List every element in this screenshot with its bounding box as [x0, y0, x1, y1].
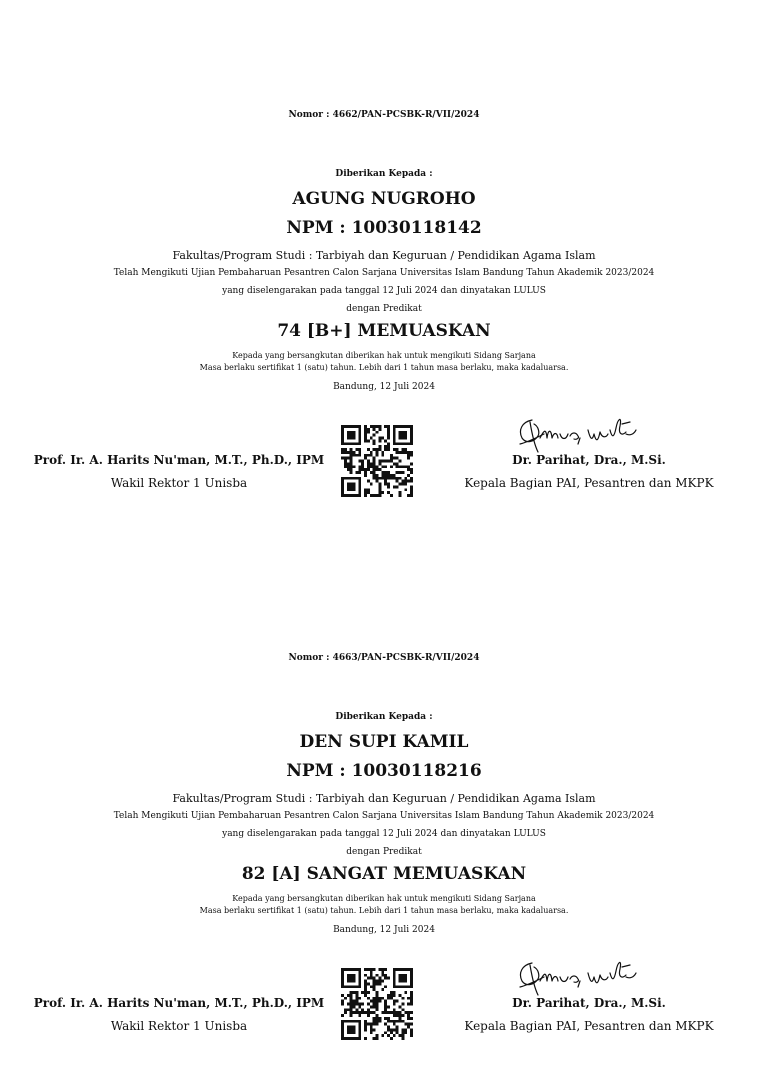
rights-note: Kepada yang bersangkutan diberikan hak untuk mengikuti Sidang Sarjana: [232, 894, 536, 903]
predikat-label: dengan Predikat: [346, 847, 422, 857]
recipient-npm: NPM : 10030118216: [286, 761, 482, 781]
exam-date-statement: yang diselengarakan pada tanggal 12 Juli 2024 dan dinyatakan LULUS: [222, 829, 546, 839]
left-signatory-role: Wakil Rektor 1 Unisba: [110, 1019, 248, 1033]
exam-date-statement: yang diselengarakan pada tanggal 12 Juli 2024 dan dinyatakan LULUS: [222, 286, 546, 296]
qr-code-icon: [341, 425, 413, 497]
validity-note: Masa berlaku sertifikat 1 (satu) tahun. Lebih dari 1 tahun masa berlaku, maka kadaluarsa.: [199, 363, 569, 372]
certificate-number: Nomor : 4663/PAN-PCSBK-R/VII/2024: [288, 653, 480, 663]
validity-note: Masa berlaku sertifikat 1 (satu) tahun. Lebih dari 1 tahun masa berlaku, maka kadaluarsa.: [199, 906, 569, 915]
given-to-label: Diberikan Kepada :: [335, 712, 433, 722]
place-date: Bandung, 12 Juli 2024: [333, 925, 435, 935]
faculty-program: Fakultas/Program Studi : Tarbiyah dan Keguruan / Pendidikan Agama Islam: [172, 249, 596, 262]
place-date: Bandung, 12 Juli 2024: [333, 382, 435, 392]
right-signatory-name: Dr. Parihat, Dra., M.Si.: [512, 996, 666, 1010]
exam-statement: Telah Mengikuti Ujian Pembaharuan Pesantren Calon Sarjana Universitas Islam Bandung Tahun Akademik 2023/2024: [113, 811, 655, 821]
left-signatory-name: Prof. Ir. A. Harits Nu'man, M.T., Ph.D., IPM: [33, 996, 325, 1010]
signature-icon: [514, 408, 640, 456]
right-signatory-role: Kepala Bagian PAI, Pesantren dan MKPK: [464, 1019, 714, 1033]
certificate-number: Nomor : 4662/PAN-PCSBK-R/VII/2024: [288, 110, 480, 120]
predikat-value: 74 [B+] MEMUASKAN: [277, 321, 491, 341]
certificate-2: [0, 543, 768, 1086]
right-signatory-role: Kepala Bagian PAI, Pesantren dan MKPK: [464, 476, 714, 490]
predikat-value: 82 [A] SANGAT MEMUASKAN: [241, 864, 527, 884]
signature-icon: [514, 951, 640, 999]
faculty-program: Fakultas/Program Studi : Tarbiyah dan Keguruan / Pendidikan Agama Islam: [172, 792, 596, 805]
rights-note: Kepada yang bersangkutan diberikan hak untuk mengikuti Sidang Sarjana: [232, 351, 536, 360]
qr-code-icon: [341, 968, 413, 1040]
left-signatory-role: Wakil Rektor 1 Unisba: [110, 476, 248, 490]
recipient-npm: NPM : 10030118142: [286, 218, 482, 238]
recipient-name: DEN SUPI KAMIL: [299, 732, 469, 752]
given-to-label: Diberikan Kepada :: [335, 169, 433, 179]
left-signatory-name: Prof. Ir. A. Harits Nu'man, M.T., Ph.D., IPM: [33, 453, 325, 467]
right-signatory-name: Dr. Parihat, Dra., M.Si.: [512, 453, 666, 467]
recipient-name: AGUNG NUGROHO: [292, 189, 476, 209]
exam-statement: Telah Mengikuti Ujian Pembaharuan Pesantren Calon Sarjana Universitas Islam Bandung Tahun Akademik 2023/2024: [113, 268, 655, 278]
predikat-label: dengan Predikat: [346, 304, 422, 314]
